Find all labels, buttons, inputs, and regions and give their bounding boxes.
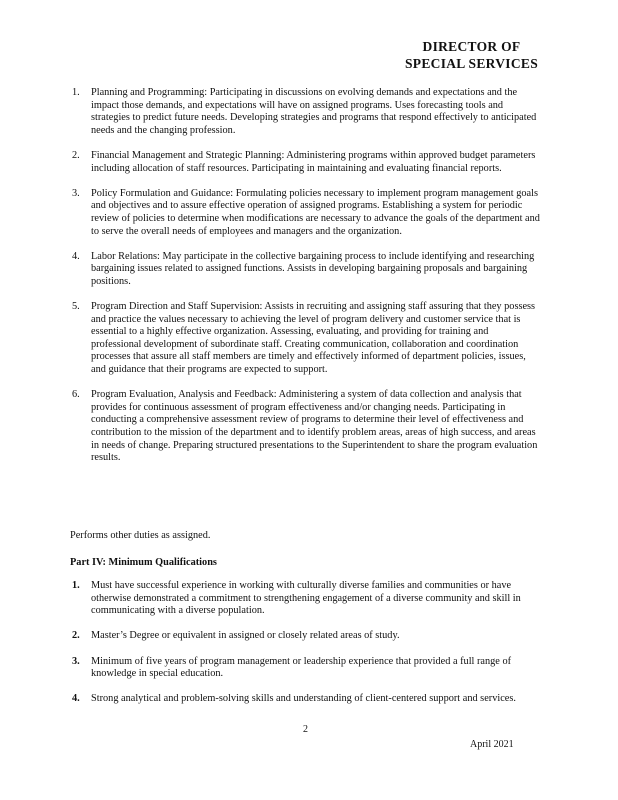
qualifications-list [70, 580, 540, 719]
duty-item [70, 188, 540, 238]
section-heading: Part IV: Minimum Qualifications [70, 557, 217, 568]
item-text: Policy Formulation and Guidance: Formulating policies necessary to implement program management goals and objectives and to assure effective operation of assigned programs. Establishing a system for periodic review of policies to determine when modifications are necessary to advance the goals of the department and to serve the overall needs of employees and managers and the organization. [91, 187, 540, 237]
item-text: Planning and Programming: Participating in discussions on evolving demands and expectations and the impact those demands, and expectations will have on assigned programs. Uses forecasting tools and strategies to predict future needs. Developing strategies and programs that respond effectively to anticipated needs and the changing profession. [91, 87, 537, 136]
item-text: Program Direction and Staff Supervision: Assists in recruiting and assigning staff assuring that they possess and practice the values necessary to achieving the level of program delivery and customer service that is essential to a highly effective organization. Assessing, evaluating, and providing for training and professional development of subordinate staff. Creating communication, collaboration and coordination processes that assure all staff members are timely and effectively informed of department policies, issues, and guidance that their programs are expected to support. [91, 301, 536, 376]
duty-item [70, 301, 540, 377]
duty-item [70, 251, 540, 289]
item-text: Minimum of five years of program management or leadership experience that provided a full range of knowledge in special education. [91, 655, 512, 680]
duty-item [70, 389, 540, 465]
item-text: Program Evaluation, Analysis and Feedback: Administering a system of data collection and analysis that provides for continuous assessment of program effectiveness and/or changing needs. Participating in conducting a comprehensive assessment review of programs to determine their level of effectiveness and contribution to the mission of the department and to identify problem areas, areas of high success, and areas in needs of change. Preparing structured presentations to the Superintendent to share the program evaluation results. [91, 389, 538, 464]
item-number: 1. [72, 580, 80, 591]
item-number: 4. [72, 250, 80, 262]
item-text: Master’s Degree or equivalent in assigned or closely related areas of study. [91, 630, 400, 642]
item-number: 3. [72, 655, 80, 667]
qualification-item [70, 630, 540, 643]
qualification-item [70, 580, 540, 618]
duty-item [70, 87, 540, 137]
page-title [405, 38, 538, 72]
item-number: 3. [72, 187, 80, 199]
revision-date: April 2021 [470, 739, 514, 750]
item-number: 1. [72, 87, 80, 98]
qualification-item [70, 656, 540, 681]
duties-list [70, 87, 540, 477]
title-line-1: DIRECTOR OF [422, 39, 521, 54]
performs-other-duties: Performs other duties as assigned. [70, 530, 211, 541]
item-text: Labor Relations: May participate in the collective bargaining process to include identifying and researching bargaining issues related to assigned functions. Assists in developing bargaining proposals and bargaining positions. [91, 250, 535, 287]
qualification-item [70, 693, 540, 706]
item-text: Financial Management and Strategic Planning: Administering programs within approved budget parameters including allocation of staff resources. Participating in maintaining and evaluating financial reports. [91, 149, 536, 174]
duty-item [70, 150, 540, 175]
item-number: 6. [72, 389, 80, 401]
item-number: 5. [72, 301, 80, 313]
item-text: Strong analytical and problem-solving skills and understanding of client-centered support and services. [91, 693, 516, 705]
title-line-2: SPECIAL SERVICES [405, 56, 538, 71]
item-number: 2. [72, 630, 80, 642]
page-number: 2 [303, 724, 308, 735]
item-number: 2. [72, 149, 80, 161]
item-number: 4. [72, 693, 80, 705]
item-text: Must have successful experience in working with culturally diverse families and communities or have otherwise demonstrated a commitment to strengthening engagement of a diverse community and skill in communicating with a diverse population. [91, 580, 521, 617]
